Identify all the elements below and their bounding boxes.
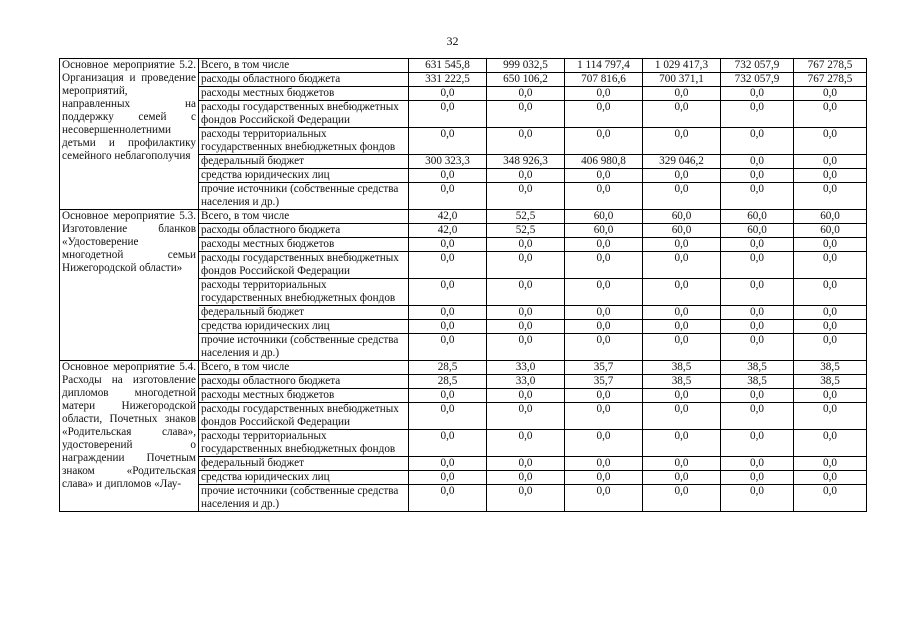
funding-source-label: расходы областного бюджета: [199, 73, 409, 87]
amount-cell: 0,0: [409, 169, 487, 183]
amount-cell: 0,0: [487, 334, 565, 361]
amount-cell: 329 046,2: [643, 155, 721, 169]
amount-cell: 0,0: [643, 485, 721, 512]
amount-cell: 52,5: [487, 210, 565, 224]
amount-cell: 0,0: [721, 155, 794, 169]
funding-source-label: расходы областного бюджета: [199, 224, 409, 238]
measure-cell: Основное мероприятие 5.3. Изготовление бланков «Удостоверение многодетной семьи Нижегородской области»: [60, 210, 199, 361]
table-row: [60, 361, 867, 375]
amount-cell: 0,0: [487, 485, 565, 512]
amount-cell: 0,0: [721, 471, 794, 485]
amount-cell: 0,0: [409, 279, 487, 306]
funding-source-label: расходы территориальных государственных внебюджетных фондов: [199, 430, 409, 457]
funding-source-label: расходы местных бюджетов: [199, 87, 409, 101]
amount-cell: 38,5: [721, 361, 794, 375]
amount-cell: 0,0: [565, 87, 643, 101]
funding-source-label: средства юридических лиц: [199, 320, 409, 334]
funding-source-label: Всего, в том числе: [199, 59, 409, 73]
amount-cell: 0,0: [409, 471, 487, 485]
amount-cell: 42,0: [409, 210, 487, 224]
amount-cell: 331 222,5: [409, 73, 487, 87]
funding-source-label: прочие источники (собственные средства населения и др.): [199, 334, 409, 361]
amount-cell: 38,5: [643, 361, 721, 375]
table-row: [60, 210, 867, 224]
amount-cell: 0,0: [794, 485, 867, 512]
funding-source-label: расходы местных бюджетов: [199, 238, 409, 252]
amount-cell: 60,0: [721, 210, 794, 224]
amount-cell: 28,5: [409, 375, 487, 389]
amount-cell: 767 278,5: [794, 59, 867, 73]
funding-source-label: федеральный бюджет: [199, 457, 409, 471]
amount-cell: 60,0: [565, 210, 643, 224]
amount-cell: 0,0: [565, 457, 643, 471]
amount-cell: 0,0: [565, 471, 643, 485]
amount-cell: 0,0: [721, 457, 794, 471]
amount-cell: 0,0: [794, 389, 867, 403]
amount-cell: 0,0: [794, 128, 867, 155]
funding-source-label: федеральный бюджет: [199, 306, 409, 320]
amount-cell: 0,0: [643, 471, 721, 485]
amount-cell: 0,0: [643, 101, 721, 128]
amount-cell: 0,0: [565, 101, 643, 128]
measure-cell: Основное мероприятие 5.2. Организация и проведение мероприятий, направленных на поддержку семей с несовершеннолетними детьми и профилактику семейного неблагополучия: [60, 59, 199, 210]
amount-cell: 0,0: [565, 334, 643, 361]
amount-cell: 0,0: [487, 101, 565, 128]
amount-cell: 0,0: [565, 403, 643, 430]
funding-source-label: Всего, в том числе: [199, 361, 409, 375]
amount-cell: 0,0: [721, 279, 794, 306]
amount-cell: 732 057,9: [721, 73, 794, 87]
amount-cell: 0,0: [794, 87, 867, 101]
amount-cell: 60,0: [794, 210, 867, 224]
amount-cell: 0,0: [794, 320, 867, 334]
amount-cell: 0,0: [721, 306, 794, 320]
amount-cell: 1 029 417,3: [643, 59, 721, 73]
amount-cell: 52,5: [487, 224, 565, 238]
funding-source-label: прочие источники (собственные средства населения и др.): [199, 183, 409, 210]
funding-source-label: средства юридических лиц: [199, 169, 409, 183]
amount-cell: 0,0: [565, 128, 643, 155]
amount-cell: 35,7: [565, 361, 643, 375]
amount-cell: 0,0: [643, 87, 721, 101]
amount-cell: 0,0: [487, 306, 565, 320]
amount-cell: 0,0: [487, 169, 565, 183]
amount-cell: 300 323,3: [409, 155, 487, 169]
amount-cell: 0,0: [565, 320, 643, 334]
amount-cell: 0,0: [487, 389, 565, 403]
amount-cell: 0,0: [643, 334, 721, 361]
amount-cell: 0,0: [794, 101, 867, 128]
amount-cell: 0,0: [721, 238, 794, 252]
amount-cell: 0,0: [721, 403, 794, 430]
amount-cell: 0,0: [794, 334, 867, 361]
amount-cell: 0,0: [721, 101, 794, 128]
amount-cell: 0,0: [794, 471, 867, 485]
amount-cell: 0,0: [721, 485, 794, 512]
amount-cell: 0,0: [487, 183, 565, 210]
amount-cell: 0,0: [565, 430, 643, 457]
amount-cell: 0,0: [643, 389, 721, 403]
amount-cell: 0,0: [643, 306, 721, 320]
amount-cell: 0,0: [409, 334, 487, 361]
funding-source-label: средства юридических лиц: [199, 471, 409, 485]
amount-cell: 0,0: [794, 155, 867, 169]
amount-cell: 0,0: [794, 252, 867, 279]
amount-cell: 999 032,5: [487, 59, 565, 73]
amount-cell: 0,0: [409, 457, 487, 471]
amount-cell: 33,0: [487, 361, 565, 375]
amount-cell: 60,0: [643, 224, 721, 238]
funding-source-label: Всего, в том числе: [199, 210, 409, 224]
table-row: [60, 59, 867, 73]
funding-source-label: расходы государственных внебюджетных фондов Российской Федерации: [199, 403, 409, 430]
amount-cell: 42,0: [409, 224, 487, 238]
amount-cell: 650 106,2: [487, 73, 565, 87]
amount-cell: 0,0: [721, 252, 794, 279]
amount-cell: 0,0: [409, 485, 487, 512]
amount-cell: 38,5: [643, 375, 721, 389]
amount-cell: 0,0: [643, 403, 721, 430]
funding-source-label: федеральный бюджет: [199, 155, 409, 169]
amount-cell: 0,0: [409, 430, 487, 457]
amount-cell: 0,0: [794, 403, 867, 430]
amount-cell: 0,0: [794, 279, 867, 306]
amount-cell: 0,0: [565, 238, 643, 252]
amount-cell: 707 816,6: [565, 73, 643, 87]
amount-cell: 0,0: [721, 320, 794, 334]
amount-cell: 0,0: [565, 389, 643, 403]
amount-cell: 0,0: [487, 238, 565, 252]
amount-cell: 0,0: [487, 471, 565, 485]
page-number: 32: [446, 34, 459, 48]
amount-cell: 0,0: [565, 169, 643, 183]
amount-cell: 0,0: [565, 183, 643, 210]
amount-cell: 0,0: [643, 183, 721, 210]
amount-cell: 0,0: [565, 306, 643, 320]
amount-cell: 0,0: [794, 169, 867, 183]
amount-cell: 1 114 797,4: [565, 59, 643, 73]
amount-cell: 0,0: [487, 320, 565, 334]
amount-cell: 35,7: [565, 375, 643, 389]
funding-source-label: расходы государственных внебюджетных фондов Российской Федерации: [199, 101, 409, 128]
amount-cell: 0,0: [409, 252, 487, 279]
amount-cell: 0,0: [721, 430, 794, 457]
amount-cell: 0,0: [721, 87, 794, 101]
amount-cell: 0,0: [721, 128, 794, 155]
amount-cell: 0,0: [643, 238, 721, 252]
amount-cell: 0,0: [794, 306, 867, 320]
funding-source-label: расходы областного бюджета: [199, 375, 409, 389]
amount-cell: 0,0: [487, 430, 565, 457]
amount-cell: 732 057,9: [721, 59, 794, 73]
amount-cell: 60,0: [565, 224, 643, 238]
table-body: [60, 59, 867, 512]
amount-cell: 0,0: [643, 457, 721, 471]
amount-cell: 0,0: [794, 238, 867, 252]
amount-cell: 0,0: [643, 320, 721, 334]
amount-cell: 348 926,3: [487, 155, 565, 169]
amount-cell: 0,0: [643, 169, 721, 183]
amount-cell: 0,0: [721, 169, 794, 183]
amount-cell: 0,0: [487, 87, 565, 101]
amount-cell: 33,0: [487, 375, 565, 389]
amount-cell: 700 371,1: [643, 73, 721, 87]
amount-cell: 0,0: [487, 128, 565, 155]
amount-cell: 28,5: [409, 361, 487, 375]
amount-cell: 0,0: [409, 306, 487, 320]
amount-cell: 0,0: [487, 403, 565, 430]
amount-cell: 0,0: [487, 279, 565, 306]
amount-cell: 0,0: [565, 279, 643, 306]
amount-cell: 0,0: [643, 279, 721, 306]
funding-source-label: расходы территориальных государственных внебюджетных фондов: [199, 128, 409, 155]
amount-cell: 0,0: [409, 101, 487, 128]
amount-cell: 0,0: [409, 238, 487, 252]
amount-cell: 0,0: [409, 87, 487, 101]
amount-cell: 0,0: [794, 430, 867, 457]
amount-cell: 0,0: [721, 183, 794, 210]
funding-source-label: расходы территориальных государственных внебюджетных фондов: [199, 279, 409, 306]
amount-cell: 631 545,8: [409, 59, 487, 73]
amount-cell: 0,0: [721, 389, 794, 403]
amount-cell: 60,0: [721, 224, 794, 238]
amount-cell: 0,0: [643, 128, 721, 155]
amount-cell: 767 278,5: [794, 73, 867, 87]
amount-cell: 0,0: [794, 183, 867, 210]
amount-cell: 0,0: [409, 403, 487, 430]
amount-cell: 60,0: [643, 210, 721, 224]
amount-cell: 0,0: [487, 457, 565, 471]
amount-cell: 0,0: [643, 430, 721, 457]
amount-cell: 38,5: [794, 375, 867, 389]
amount-cell: 38,5: [721, 375, 794, 389]
amount-cell: 60,0: [794, 224, 867, 238]
amount-cell: 0,0: [409, 320, 487, 334]
funding-source-label: прочие источники (собственные средства населения и др.): [199, 485, 409, 512]
amount-cell: 0,0: [721, 334, 794, 361]
budget-table: [59, 58, 867, 512]
amount-cell: 0,0: [643, 252, 721, 279]
amount-cell: 38,5: [794, 361, 867, 375]
amount-cell: 406 980,8: [565, 155, 643, 169]
funding-source-label: расходы местных бюджетов: [199, 389, 409, 403]
amount-cell: 0,0: [409, 128, 487, 155]
amount-cell: 0,0: [487, 252, 565, 279]
amount-cell: 0,0: [794, 457, 867, 471]
amount-cell: 0,0: [409, 183, 487, 210]
amount-cell: 0,0: [565, 485, 643, 512]
measure-cell: Основное мероприятие 5.4. Расходы на изготовление дипломов многодетной матери Нижегородской области, Почетных знаков «Родительская слава», удостоверений о награждении Почетным знаком «Родительская слава» и дипломов «Лау-: [60, 361, 199, 512]
amount-cell: 0,0: [565, 252, 643, 279]
amount-cell: 0,0: [409, 389, 487, 403]
funding-source-label: расходы государственных внебюджетных фондов Российской Федерации: [199, 252, 409, 279]
